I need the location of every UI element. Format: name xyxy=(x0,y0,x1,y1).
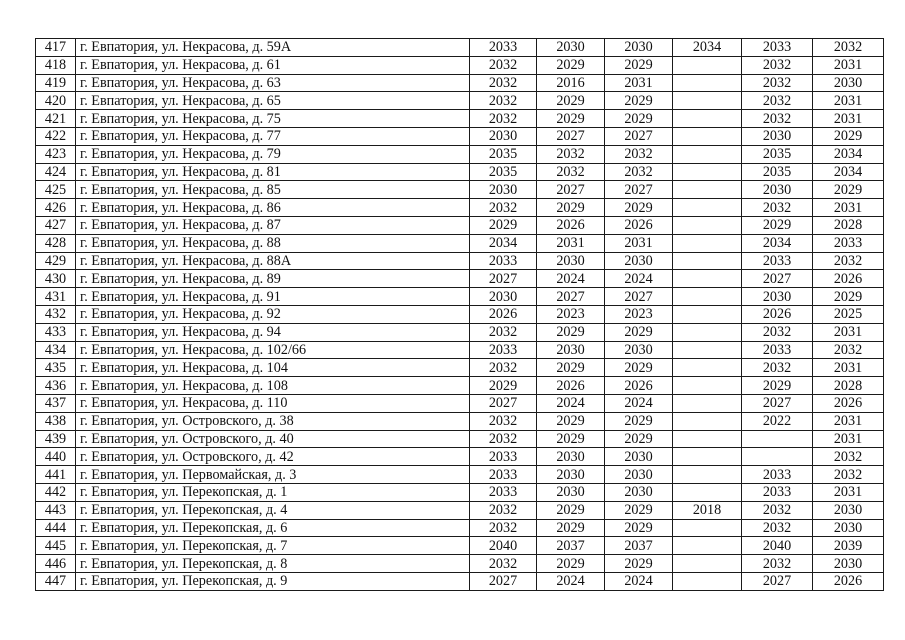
row-number: 437 xyxy=(36,394,76,412)
year-cell: 2018 xyxy=(673,501,742,519)
year-cell xyxy=(673,572,742,590)
year-cell: 2031 xyxy=(813,110,884,128)
year-cell: 2035 xyxy=(470,145,537,163)
row-number: 421 xyxy=(36,110,76,128)
address-cell: г. Евпатория, ул. Перекопская, д. 9 xyxy=(76,572,470,590)
year-cell: 2032 xyxy=(605,145,673,163)
year-cell xyxy=(673,288,742,306)
year-cell: 2029 xyxy=(537,501,605,519)
table-row xyxy=(36,127,884,145)
year-cell: 2029 xyxy=(605,323,673,341)
year-cell: 2033 xyxy=(742,483,813,501)
year-cell: 2024 xyxy=(605,394,673,412)
year-cell xyxy=(673,483,742,501)
year-cell xyxy=(673,92,742,110)
year-cell: 2033 xyxy=(813,234,884,252)
row-number: 442 xyxy=(36,483,76,501)
year-cell: 2026 xyxy=(813,270,884,288)
year-cell: 2029 xyxy=(605,359,673,377)
year-cell xyxy=(742,430,813,448)
year-cell: 2029 xyxy=(470,216,537,234)
year-cell: 2029 xyxy=(537,323,605,341)
year-cell: 2016 xyxy=(537,74,605,92)
year-cell: 2032 xyxy=(742,56,813,74)
row-number: 435 xyxy=(36,359,76,377)
year-cell xyxy=(673,519,742,537)
year-cell: 2030 xyxy=(605,252,673,270)
row-number: 420 xyxy=(36,92,76,110)
year-cell xyxy=(673,110,742,128)
year-cell xyxy=(673,305,742,323)
table-row xyxy=(36,341,884,359)
year-cell: 2030 xyxy=(742,127,813,145)
row-number: 432 xyxy=(36,305,76,323)
year-cell: 2032 xyxy=(742,199,813,217)
year-cell: 2035 xyxy=(470,163,537,181)
table-row xyxy=(36,181,884,199)
year-cell xyxy=(673,127,742,145)
year-cell: 2029 xyxy=(537,56,605,74)
year-cell: 2027 xyxy=(537,127,605,145)
address-cell: г. Евпатория, ул. Некрасова, д. 77 xyxy=(76,127,470,145)
year-cell xyxy=(673,412,742,430)
year-cell: 2030 xyxy=(813,501,884,519)
table-row xyxy=(36,537,884,555)
year-cell: 2027 xyxy=(742,270,813,288)
year-cell: 2030 xyxy=(813,555,884,573)
address-cell: г. Евпатория, ул. Перекопская, д. 1 xyxy=(76,483,470,501)
year-cell: 2032 xyxy=(813,448,884,466)
year-cell: 2030 xyxy=(605,466,673,484)
address-cell: г. Евпатория, ул. Островского, д. 40 xyxy=(76,430,470,448)
address-cell: г. Евпатория, ул. Некрасова, д. 89 xyxy=(76,270,470,288)
year-cell: 2029 xyxy=(605,110,673,128)
year-cell: 2030 xyxy=(470,288,537,306)
year-cell: 2027 xyxy=(742,394,813,412)
address-cell: г. Евпатория, ул. Перекопская, д. 7 xyxy=(76,537,470,555)
year-cell: 2029 xyxy=(742,216,813,234)
year-cell: 2028 xyxy=(813,377,884,395)
row-number: 434 xyxy=(36,341,76,359)
year-cell: 2031 xyxy=(813,412,884,430)
year-cell: 2032 xyxy=(742,323,813,341)
year-cell xyxy=(673,359,742,377)
address-cell: г. Евпатория, ул. Некрасова, д. 87 xyxy=(76,216,470,234)
table-row xyxy=(36,39,884,57)
year-cell: 2031 xyxy=(537,234,605,252)
year-cell: 2028 xyxy=(813,216,884,234)
table-row xyxy=(36,270,884,288)
address-cell: г. Евпатория, ул. Перекопская, д. 8 xyxy=(76,555,470,573)
row-number: 423 xyxy=(36,145,76,163)
year-cell: 2033 xyxy=(470,341,537,359)
year-cell: 2023 xyxy=(537,305,605,323)
year-cell: 2024 xyxy=(537,572,605,590)
row-number: 430 xyxy=(36,270,76,288)
year-cell: 2032 xyxy=(537,145,605,163)
year-cell xyxy=(673,56,742,74)
year-cell: 2035 xyxy=(742,163,813,181)
year-cell: 2024 xyxy=(537,270,605,288)
year-cell: 2032 xyxy=(470,92,537,110)
year-cell: 2030 xyxy=(605,448,673,466)
address-cell: г. Евпатория, ул. Некрасова, д. 81 xyxy=(76,163,470,181)
year-cell: 2026 xyxy=(742,305,813,323)
year-cell xyxy=(673,216,742,234)
row-number: 427 xyxy=(36,216,76,234)
year-cell xyxy=(673,252,742,270)
table-row xyxy=(36,359,884,377)
year-cell: 2022 xyxy=(742,412,813,430)
address-cell: г. Евпатория, ул. Некрасова, д. 79 xyxy=(76,145,470,163)
year-cell: 2030 xyxy=(813,74,884,92)
year-cell: 2033 xyxy=(742,466,813,484)
row-number: 425 xyxy=(36,181,76,199)
year-cell: 2031 xyxy=(813,323,884,341)
year-cell: 2026 xyxy=(537,377,605,395)
year-cell: 2032 xyxy=(470,199,537,217)
row-number: 419 xyxy=(36,74,76,92)
year-cell: 2032 xyxy=(470,501,537,519)
address-cell: г. Евпатория, ул. Некрасова, д. 108 xyxy=(76,377,470,395)
year-cell: 2029 xyxy=(537,555,605,573)
year-cell: 2032 xyxy=(742,92,813,110)
table-row xyxy=(36,288,884,306)
year-cell: 2031 xyxy=(813,430,884,448)
year-cell: 2027 xyxy=(470,270,537,288)
row-number: 444 xyxy=(36,519,76,537)
year-cell: 2039 xyxy=(813,537,884,555)
year-cell: 2033 xyxy=(470,483,537,501)
address-cell: г. Евпатория, ул. Островского, д. 42 xyxy=(76,448,470,466)
address-cell: г. Евпатория, ул. Некрасова, д. 85 xyxy=(76,181,470,199)
year-cell: 2029 xyxy=(813,127,884,145)
year-cell: 2024 xyxy=(605,572,673,590)
year-cell xyxy=(673,270,742,288)
year-cell: 2033 xyxy=(470,39,537,57)
year-cell: 2029 xyxy=(605,501,673,519)
row-number: 417 xyxy=(36,39,76,57)
year-cell: 2030 xyxy=(605,483,673,501)
table-row xyxy=(36,145,884,163)
year-cell: 2030 xyxy=(742,181,813,199)
year-cell: 2032 xyxy=(742,519,813,537)
year-cell: 2032 xyxy=(813,466,884,484)
year-cell xyxy=(673,341,742,359)
year-cell xyxy=(742,448,813,466)
buildings-table xyxy=(35,38,884,591)
year-cell: 2033 xyxy=(470,466,537,484)
row-number: 441 xyxy=(36,466,76,484)
year-cell: 2029 xyxy=(605,412,673,430)
table-row xyxy=(36,305,884,323)
year-cell: 2029 xyxy=(537,430,605,448)
year-cell: 2034 xyxy=(673,39,742,57)
year-cell: 2034 xyxy=(813,163,884,181)
address-cell: г. Евпатория, ул. Некрасова, д. 88 xyxy=(76,234,470,252)
year-cell xyxy=(673,394,742,412)
year-cell: 2029 xyxy=(605,555,673,573)
year-cell: 2029 xyxy=(813,288,884,306)
year-cell xyxy=(673,145,742,163)
year-cell: 2034 xyxy=(470,234,537,252)
year-cell: 2040 xyxy=(470,537,537,555)
year-cell: 2029 xyxy=(742,377,813,395)
table-body xyxy=(36,39,884,591)
year-cell: 2029 xyxy=(605,430,673,448)
year-cell: 2027 xyxy=(605,127,673,145)
table-row xyxy=(36,74,884,92)
table-row xyxy=(36,163,884,181)
year-cell: 2029 xyxy=(605,92,673,110)
address-cell: г. Евпатория, ул. Некрасова, д. 65 xyxy=(76,92,470,110)
year-cell: 2030 xyxy=(605,39,673,57)
year-cell: 2029 xyxy=(537,359,605,377)
address-cell: г. Евпатория, ул. Островского, д. 38 xyxy=(76,412,470,430)
year-cell: 2030 xyxy=(742,288,813,306)
table-row xyxy=(36,412,884,430)
year-cell: 2032 xyxy=(470,430,537,448)
address-cell: г. Евпатория, ул. Некрасова, д. 102/66 xyxy=(76,341,470,359)
year-cell: 2035 xyxy=(742,145,813,163)
year-cell: 2032 xyxy=(813,341,884,359)
year-cell: 2024 xyxy=(605,270,673,288)
row-number: 438 xyxy=(36,412,76,430)
year-cell xyxy=(673,430,742,448)
year-cell: 2032 xyxy=(470,555,537,573)
year-cell xyxy=(673,555,742,573)
year-cell: 2026 xyxy=(813,394,884,412)
year-cell: 2033 xyxy=(470,252,537,270)
year-cell: 2032 xyxy=(813,252,884,270)
year-cell: 2031 xyxy=(813,359,884,377)
year-cell: 2033 xyxy=(742,252,813,270)
row-number: 422 xyxy=(36,127,76,145)
address-cell: г. Евпатория, ул. Первомайская, д. 3 xyxy=(76,466,470,484)
year-cell: 2026 xyxy=(813,572,884,590)
year-cell: 2030 xyxy=(537,39,605,57)
row-number: 447 xyxy=(36,572,76,590)
address-cell: г. Евпатория, ул. Некрасова, д. 92 xyxy=(76,305,470,323)
row-number: 431 xyxy=(36,288,76,306)
address-cell: г. Евпатория, ул. Перекопская, д. 4 xyxy=(76,501,470,519)
year-cell: 2040 xyxy=(742,537,813,555)
year-cell: 2027 xyxy=(605,288,673,306)
year-cell: 2029 xyxy=(813,181,884,199)
year-cell: 2034 xyxy=(813,145,884,163)
year-cell xyxy=(673,448,742,466)
table-row xyxy=(36,519,884,537)
address-cell: г. Евпатория, ул. Некрасова, д. 59А xyxy=(76,39,470,57)
year-cell xyxy=(673,74,742,92)
year-cell: 2030 xyxy=(470,181,537,199)
year-cell: 2030 xyxy=(537,466,605,484)
address-cell: г. Евпатория, ул. Некрасова, д. 88А xyxy=(76,252,470,270)
year-cell: 2032 xyxy=(742,555,813,573)
table-row xyxy=(36,466,884,484)
row-number: 446 xyxy=(36,555,76,573)
table-row xyxy=(36,448,884,466)
year-cell xyxy=(673,377,742,395)
year-cell: 2029 xyxy=(605,199,673,217)
year-cell: 2029 xyxy=(605,519,673,537)
year-cell: 2037 xyxy=(605,537,673,555)
year-cell: 2029 xyxy=(470,377,537,395)
year-cell: 2029 xyxy=(537,110,605,128)
row-number: 424 xyxy=(36,163,76,181)
year-cell xyxy=(673,181,742,199)
row-number: 429 xyxy=(36,252,76,270)
year-cell: 2031 xyxy=(813,92,884,110)
year-cell: 2029 xyxy=(537,519,605,537)
address-cell: г. Евпатория, ул. Некрасова, д. 86 xyxy=(76,199,470,217)
year-cell: 2033 xyxy=(742,39,813,57)
year-cell: 2031 xyxy=(813,56,884,74)
year-cell: 2030 xyxy=(537,252,605,270)
year-cell: 2031 xyxy=(605,74,673,92)
year-cell: 2032 xyxy=(742,501,813,519)
year-cell: 2032 xyxy=(470,56,537,74)
table-row xyxy=(36,377,884,395)
year-cell: 2032 xyxy=(470,323,537,341)
table-row xyxy=(36,92,884,110)
table-row xyxy=(36,394,884,412)
year-cell: 2032 xyxy=(813,39,884,57)
row-number: 445 xyxy=(36,537,76,555)
row-number: 433 xyxy=(36,323,76,341)
year-cell: 2030 xyxy=(537,448,605,466)
row-number: 440 xyxy=(36,448,76,466)
address-cell: г. Евпатория, ул. Некрасова, д. 63 xyxy=(76,74,470,92)
year-cell xyxy=(673,466,742,484)
address-cell: г. Евпатория, ул. Некрасова, д. 110 xyxy=(76,394,470,412)
table-row xyxy=(36,199,884,217)
year-cell: 2027 xyxy=(537,288,605,306)
year-cell: 2025 xyxy=(813,305,884,323)
table-row xyxy=(36,110,884,128)
row-number: 443 xyxy=(36,501,76,519)
table-row xyxy=(36,483,884,501)
year-cell: 2033 xyxy=(742,341,813,359)
year-cell: 2030 xyxy=(813,519,884,537)
year-cell: 2029 xyxy=(537,92,605,110)
year-cell: 2030 xyxy=(605,341,673,359)
year-cell xyxy=(673,199,742,217)
year-cell: 2032 xyxy=(742,359,813,377)
address-cell: г. Евпатория, ул. Некрасова, д. 94 xyxy=(76,323,470,341)
year-cell: 2032 xyxy=(605,163,673,181)
year-cell: 2032 xyxy=(470,519,537,537)
year-cell: 2027 xyxy=(470,572,537,590)
table-row xyxy=(36,252,884,270)
year-cell: 2030 xyxy=(470,127,537,145)
year-cell: 2032 xyxy=(470,74,537,92)
table-row xyxy=(36,234,884,252)
year-cell: 2031 xyxy=(813,199,884,217)
year-cell: 2027 xyxy=(537,181,605,199)
year-cell: 2027 xyxy=(742,572,813,590)
year-cell: 2026 xyxy=(605,377,673,395)
row-number: 426 xyxy=(36,199,76,217)
address-cell: г. Евпатория, ул. Некрасова, д. 61 xyxy=(76,56,470,74)
year-cell xyxy=(673,234,742,252)
year-cell: 2032 xyxy=(742,74,813,92)
year-cell: 2037 xyxy=(537,537,605,555)
row-number: 439 xyxy=(36,430,76,448)
year-cell: 2027 xyxy=(605,181,673,199)
year-cell: 2026 xyxy=(537,216,605,234)
table-row xyxy=(36,555,884,573)
year-cell: 2034 xyxy=(742,234,813,252)
year-cell xyxy=(673,163,742,181)
table-row xyxy=(36,430,884,448)
year-cell: 2031 xyxy=(813,483,884,501)
year-cell: 2029 xyxy=(605,56,673,74)
year-cell: 2027 xyxy=(470,394,537,412)
year-cell xyxy=(673,323,742,341)
year-cell: 2023 xyxy=(605,305,673,323)
year-cell: 2026 xyxy=(470,305,537,323)
year-cell: 2032 xyxy=(470,412,537,430)
year-cell: 2032 xyxy=(470,359,537,377)
year-cell: 2026 xyxy=(605,216,673,234)
year-cell: 2031 xyxy=(605,234,673,252)
address-cell: г. Евпатория, ул. Некрасова, д. 75 xyxy=(76,110,470,128)
year-cell: 2033 xyxy=(470,448,537,466)
address-cell: г. Евпатория, ул. Некрасова, д. 104 xyxy=(76,359,470,377)
row-number: 428 xyxy=(36,234,76,252)
address-cell: г. Евпатория, ул. Перекопская, д. 6 xyxy=(76,519,470,537)
year-cell: 2032 xyxy=(742,110,813,128)
table-row xyxy=(36,572,884,590)
address-cell: г. Евпатория, ул. Некрасова, д. 91 xyxy=(76,288,470,306)
row-number: 436 xyxy=(36,377,76,395)
table-row xyxy=(36,216,884,234)
year-cell: 2030 xyxy=(537,483,605,501)
row-number: 418 xyxy=(36,56,76,74)
table-row xyxy=(36,501,884,519)
year-cell: 2032 xyxy=(470,110,537,128)
year-cell xyxy=(673,537,742,555)
year-cell: 2024 xyxy=(537,394,605,412)
year-cell: 2032 xyxy=(537,163,605,181)
table-row xyxy=(36,56,884,74)
year-cell: 2030 xyxy=(537,341,605,359)
year-cell: 2029 xyxy=(537,199,605,217)
table-row xyxy=(36,323,884,341)
year-cell: 2029 xyxy=(537,412,605,430)
